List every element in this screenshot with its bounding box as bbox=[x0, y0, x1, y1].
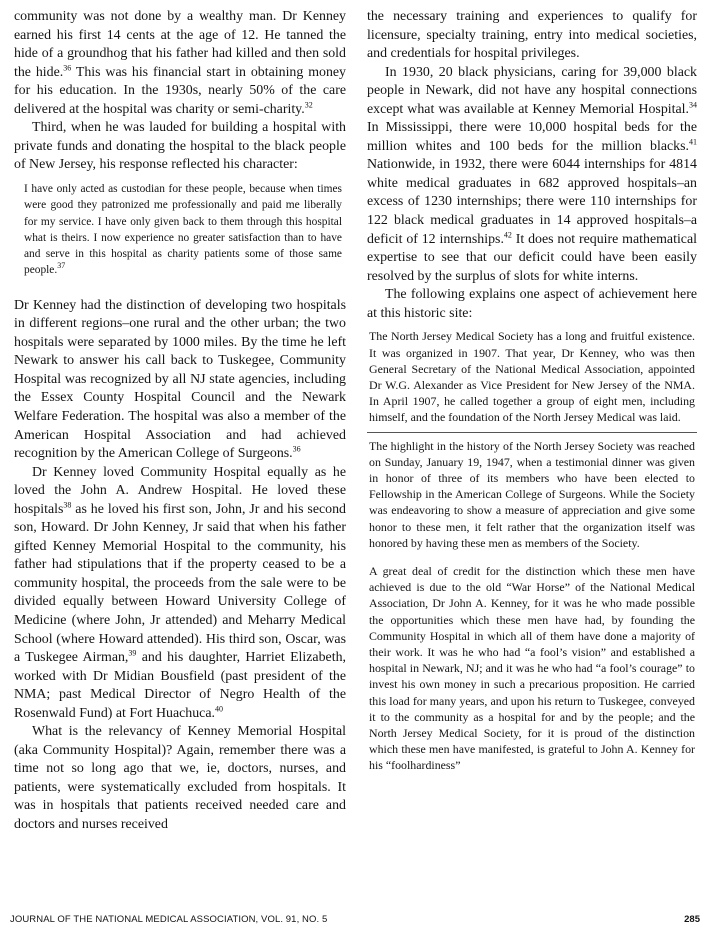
block-quote bbox=[24, 181, 342, 279]
excerpt-text: A great deal of credit for the distinction which these men have achieved is due to the old “War Horse” of the National Medical Association, Dr John A. Kenney, for it was he who made possible the opportunities which these men have had, by founding the Community Hospital in which all of them have done a majority of their work. It was he who had “a fool’s vision” and established a hospital in Newark, NJ; and it was he who had “a fool’s courage” to invest his own money in such a precarious proposition. He carried this load for many years, and upon his return to Tuskegee, conveyed it to the community as a hospital for and by the people; and the North Jersey Medical Society, for it is proud of the distinction which these men have manifested, is grateful to John A. Kenney for his “foolhardiness” bbox=[369, 563, 695, 773]
reference-mark: 42 bbox=[503, 229, 512, 239]
excerpt-box bbox=[367, 328, 697, 425]
divider bbox=[367, 432, 697, 433]
left-column bbox=[14, 8, 346, 835]
reference-mark: 32 bbox=[304, 100, 313, 110]
journal-citation: JOURNAL OF THE NATIONAL MEDICAL ASSOCIATION, VOL. 91, NO. 5 bbox=[10, 914, 328, 925]
paragraph: community was not done by a wealthy man. Dr Kenney earned his first 14 cents at the age of 12. He tanned the hide of a groundhog that his father had killed and then sold the hide.$^{36}$ This was his financial start in obtaining money for his education. In the 1930s, nearly 50% of the care delivered at the hospital was charity or semi-charity.$^{32}$ bbox=[14, 9, 346, 117]
paragraph: Third, when he was lauded for building a hospital with private funds and donating the hospital to the black people of New Jersey, his response reflected his character: bbox=[14, 120, 346, 173]
reference-mark: 38 bbox=[63, 500, 72, 510]
excerpt-text: The North Jersey Medical Society has a long and fruitful existence. It was organized in 1907. That year, Dr Kenney, who was then General Secretary of the National Medical Association, appointed Dr W.G. Alexander as Vice President for New Jersey of the NMA. In April 1907, he called together a group of eight men, including himself, and the foundation of the North Jersey Medical was laid. bbox=[369, 329, 695, 425]
paragraph: Dr Kenney had the distinction of developing two hospitals in different regions–one rural and the other urban; the two hospitals were separated by 1000 miles. By the time he left Newark to answer his call back to Tuskegee, Community Hospital was recognized by all NJ state agencies, including the Essex County Hospital Council and the Newark Welfare Federation. The hospital was also a member of the American Hospital Association and had achieved recognition by the American College of Surgeons.$^{36}$ bbox=[14, 297, 346, 462]
paragraph: Dr Kenney loved Community Hospital equally as he loved the John A. Andrew Hospital. He loved these hospitals$^{38}$ as he loved his first son, John, Jr and his second son, Howard. Dr John Kenney, Jr said that when his father gifted Kenney Memorial Hospital to the community, his father had stipulations that if the property ceased to be a community hospital, the proceeds from the sale were to be divided equally between Howard University College of Medicine (where John, Jr attended) and Meharry Medical School (where Howard attended). His third son, Oscar, was a Tuskegee Airman,$^{39}$ and his daughter, Harriet Elizabeth, worked with Dr Midian Bousfield (past president of the NMA; past Medical Director of Negro Health of the Rosenwald Fund) at Fort Huachuca.$^{40}$ bbox=[14, 464, 346, 721]
reference-mark: 41 bbox=[689, 137, 697, 147]
excerpt-box bbox=[367, 563, 697, 774]
excerpt-text: The highlight in the history of the North Jersey Society was reached on Sunday, January 19, 1947, when a testimonial dinner was given in honor of three of its members who have been elected to Fellowship in the American College of Surgeons. While the Society was endeavoring to show a measure of appreciation and give some honor to these men, it felt rather that the organization itself was honored by having these men as members of the Society. bbox=[369, 438, 695, 550]
paragraph: The following explains one aspect of achievement here at this historic site: bbox=[367, 287, 697, 321]
reference-mark: 37 bbox=[57, 261, 66, 271]
page-number: 285 bbox=[684, 914, 700, 925]
right-column bbox=[367, 8, 697, 774]
excerpt-box bbox=[367, 438, 697, 551]
reference-mark: 36 bbox=[63, 63, 72, 73]
paragraph: In 1930, 20 black physicians, caring for 39,000 black people in Newark, did not have any hospital connections except what was available at Kenney Memorial Hospital.$^{34}$ In Mississippi, there were 10,000 hospital beds for the million whites and 100 beds for the million blacks.$^{41}$ Nationwide, in 1932, there were 6044 internships for 4814 white medical graduates in 682 approved hospitals–an excess of 1230 internships; there were 110 internships for 122 black medical graduates in 14 approved hospitals–a deficit of 12 internships.$^{42}$ It does not require mathematical expertise to see that our deficit could have been easily resolved by the surplus of slots for white interns. bbox=[367, 64, 697, 284]
reference-mark: 34 bbox=[689, 100, 697, 110]
reference-mark: 36 bbox=[292, 444, 301, 454]
quote-text: I have only acted as custodian for these people, because when times were good they patronized me professionally and paid me liberally for my service. I have only given back to them through this hospital what is theirs. I now experience no greater satisfaction than to have and serve in this hospital as charity patients some of those same people.$^{37}$ bbox=[24, 182, 342, 277]
page-footer bbox=[10, 914, 700, 928]
reference-mark: 39 bbox=[128, 648, 137, 658]
paragraph: the necessary training and experiences to qualify for licensure, specialty training, entry into medical societies, and credentials for hospital privileges. bbox=[367, 9, 697, 62]
reference-mark: 40 bbox=[215, 704, 223, 714]
paragraph: What is the relevancy of Kenney Memorial Hospital (aka Community Hospital)? Again, remember there was a time not so long ago that we, ie, doctors, nurses, and patients, were systematically excluded from hospitals. It was in hospitals that patients received needed care and doctors and nurses received bbox=[14, 724, 346, 833]
